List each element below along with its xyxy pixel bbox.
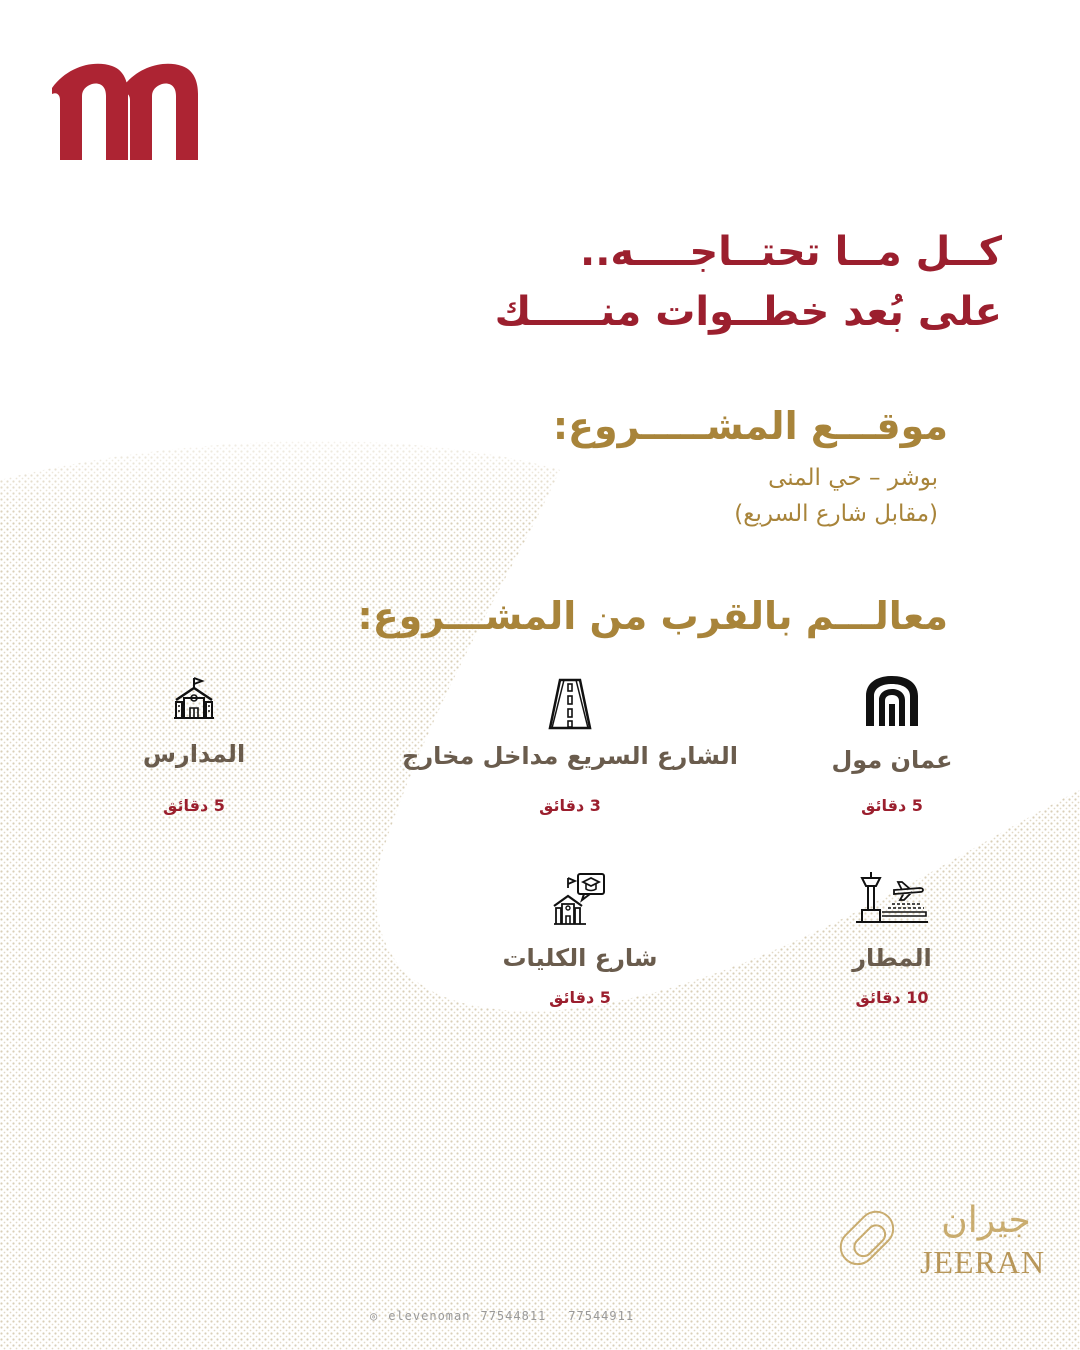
phone-2[interactable]: 77544911 bbox=[568, 1309, 635, 1323]
jeeran-arabic-name: جيران bbox=[941, 1200, 1031, 1241]
headline-line-1: كــل مــا تحتــاجــــه.. bbox=[580, 229, 1002, 275]
landmark-schools bbox=[114, 674, 274, 824]
college-icon bbox=[552, 872, 608, 926]
location-title: موقـــع المشـــــروع: bbox=[552, 404, 948, 448]
landmark-name: عمان مول bbox=[831, 746, 953, 774]
school-icon bbox=[170, 674, 218, 722]
jeeran-logo bbox=[838, 1200, 1048, 1290]
landmark-airport bbox=[812, 868, 972, 1018]
footer-contact bbox=[370, 1309, 670, 1323]
landmark-time: 5 دقائق bbox=[861, 796, 923, 815]
landmark-name: شارع الكليات bbox=[502, 944, 658, 972]
headline-line-2: على بُعد خطــوات منـــــك bbox=[494, 289, 1002, 335]
landmark-time: 5 دقائق bbox=[163, 796, 225, 815]
airport-icon bbox=[854, 868, 930, 924]
instagram-icon: ◎ bbox=[370, 1309, 379, 1323]
eleven-logo bbox=[50, 60, 200, 162]
landmarks-title: معالـــم بالقرب من المشـــروع: bbox=[357, 594, 948, 638]
landmark-colleges-street bbox=[470, 872, 690, 1022]
phone-1[interactable]: 77544811 bbox=[480, 1309, 547, 1323]
landmark-name: المطار bbox=[852, 944, 932, 972]
landmark-time: 5 دقائق bbox=[549, 988, 611, 1007]
landmark-name: الشارع السريع مداخل مخارج bbox=[402, 742, 738, 770]
landmark-highway bbox=[370, 678, 770, 828]
landmark-oman-mall bbox=[812, 672, 972, 822]
address-line-2: (مقابل شارع السريع) bbox=[734, 501, 938, 527]
project-address bbox=[438, 460, 938, 532]
landmark-time: 10 دقائق bbox=[855, 988, 929, 1007]
mall-icon bbox=[864, 674, 920, 728]
landmark-time: 3 دقائق bbox=[539, 796, 601, 815]
jeeran-english-name: JEERAN bbox=[920, 1244, 1046, 1280]
jeeran-emblem-icon bbox=[838, 1200, 918, 1290]
headline bbox=[302, 222, 1002, 342]
address-line-1: بوشر – حي المنى bbox=[768, 465, 938, 491]
landmark-name: المدارس bbox=[142, 740, 246, 768]
instagram-handle[interactable]: elevenoman bbox=[388, 1309, 471, 1323]
highway-icon bbox=[546, 678, 594, 730]
